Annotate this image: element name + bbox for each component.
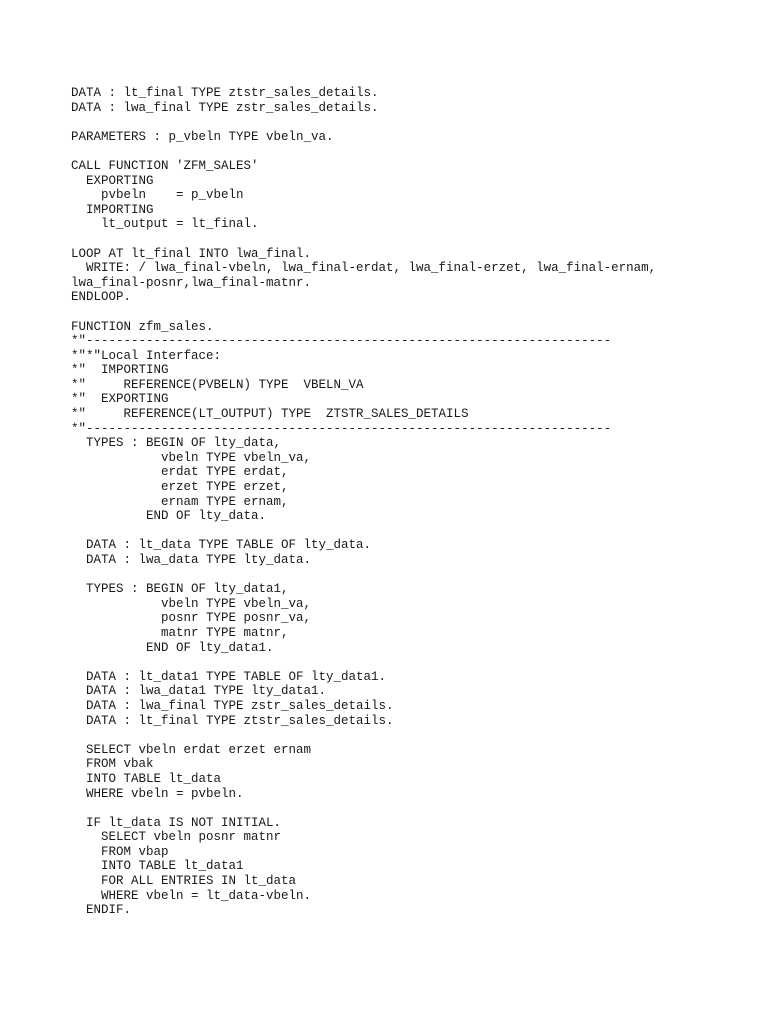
code-line: FROM vbap — [71, 844, 169, 859]
code-line: erdat TYPE erdat, — [71, 465, 289, 480]
code-line: LOOP AT lt_final INTO lwa_final. — [71, 246, 312, 261]
code-line: FROM vbak — [71, 757, 154, 772]
code-line: FOR ALL ENTRIES IN lt_data — [71, 874, 297, 889]
code-line: TYPES : BEGIN OF lty_data, — [71, 436, 282, 451]
code-line: INTO TABLE lt_data — [71, 771, 222, 786]
code-line: lt_output = lt_final. — [71, 217, 259, 232]
code-line: DATA : lt_data1 TYPE TABLE OF lty_data1. — [71, 669, 387, 684]
code-line: EXPORTING — [71, 173, 154, 188]
code-line: INTO TABLE lt_data1 — [71, 859, 244, 874]
code-line: lwa_final-posnr,lwa_final-matnr. — [71, 275, 312, 290]
code-line: pvbeln = p_vbeln — [71, 188, 244, 203]
code-line: DATA : lwa_final TYPE zstr_sales_details. — [71, 698, 394, 713]
code-line — [71, 524, 751, 539]
abap-code-block — [71, 86, 751, 918]
code-line: ENDIF. — [71, 903, 132, 918]
code-line — [71, 655, 751, 670]
code-line — [71, 115, 751, 130]
code-line — [71, 801, 751, 816]
code-line: IMPORTING — [71, 202, 154, 217]
code-line: END OF lty_data. — [71, 509, 267, 524]
code-line — [71, 568, 751, 583]
code-line: vbeln TYPE vbeln_va, — [71, 596, 312, 611]
code-line: DATA : lt_data TYPE TABLE OF lty_data. — [71, 538, 372, 553]
code-line: *"*"Local Interface: — [71, 348, 222, 363]
code-line — [71, 728, 751, 743]
code-line: FUNCTION zfm_sales. — [71, 319, 214, 334]
code-line: *"---------------------------------------------------------------------- — [71, 421, 612, 436]
code-line: *" REFERENCE(PVBELN) TYPE VBELN_VA — [71, 377, 364, 392]
code-line — [71, 144, 751, 159]
code-line: *" EXPORTING — [71, 392, 169, 407]
code-line: DATA : lwa_data TYPE lty_data. — [71, 553, 312, 567]
code-line: vbeln TYPE vbeln_va, — [71, 450, 312, 465]
code-line: WHERE vbeln = pvbeln. — [71, 786, 244, 801]
code-line: SELECT vbeln erdat erzet ernam — [71, 742, 312, 757]
code-line: END OF lty_data1. — [71, 640, 274, 655]
code-line: PARAMETERS : p_vbeln TYPE vbeln_va. — [71, 129, 334, 144]
code-line: erzet TYPE erzet, — [71, 480, 289, 495]
code-line: *" REFERENCE(LT_OUTPUT) TYPE ZTSTR_SALES_DETAILS — [71, 407, 469, 422]
code-line: IF lt_data IS NOT INITIAL. — [71, 815, 282, 830]
code-line: WRITE: / lwa_final-vbeln, lwa_final-erdat, lwa_final-erzet, lwa_final-ernam, — [71, 261, 657, 276]
code-line: DATA : lt_final TYPE ztstr_sales_details. — [71, 86, 379, 100]
code-line: ENDLOOP. — [71, 290, 132, 305]
code-line: matnr TYPE matnr, — [71, 625, 289, 640]
code-line: SELECT vbeln posnr matnr — [71, 830, 282, 845]
code-line — [71, 305, 751, 320]
code-line: CALL FUNCTION 'ZFM_SALES' — [71, 158, 259, 173]
code-line: *" IMPORTING — [71, 363, 169, 378]
code-line: TYPES : BEGIN OF lty_data1, — [71, 582, 289, 597]
code-line: WHERE vbeln = lt_data-vbeln. — [71, 888, 312, 903]
code-line: DATA : lwa_data1 TYPE lty_data1. — [71, 684, 327, 699]
code-line: DATA : lt_final TYPE ztstr_sales_details. — [71, 713, 394, 728]
code-line — [71, 232, 751, 247]
code-line: ernam TYPE ernam, — [71, 494, 289, 509]
code-line: *"---------------------------------------------------------------------- — [71, 334, 612, 349]
code-line: posnr TYPE posnr_va, — [71, 611, 312, 626]
code-line: DATA : lwa_final TYPE zstr_sales_details. — [71, 100, 379, 115]
